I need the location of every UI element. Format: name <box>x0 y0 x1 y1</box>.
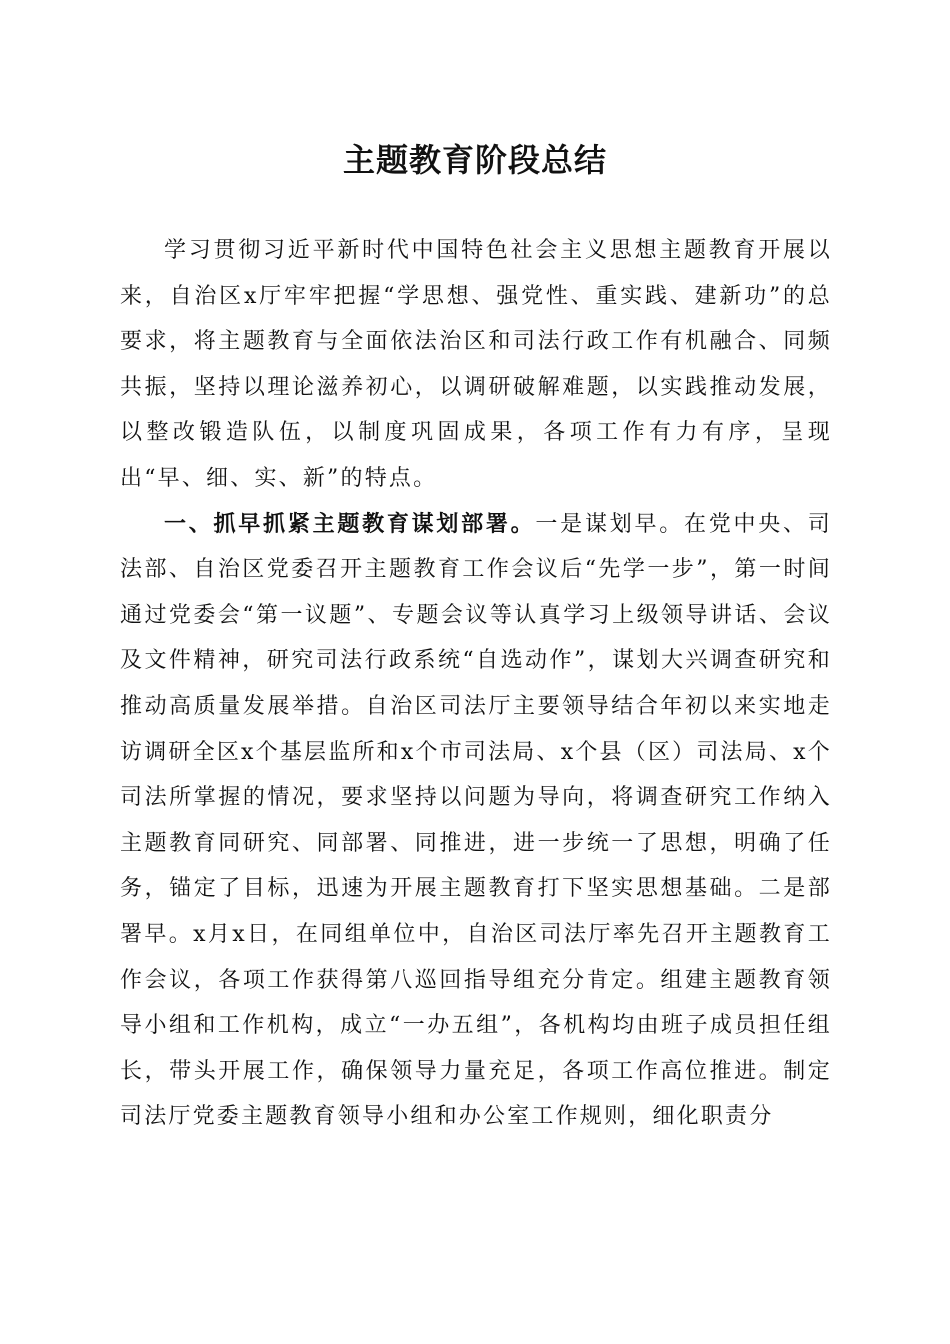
document-body <box>120 228 832 1140</box>
document-title: 主题教育阶段总结 <box>342 141 607 179</box>
paragraph-intro-text: 学习贯彻习近平新时代中国特色社会主义思想主题教育开展以来，自治区x厅牢牢把握“学思想、强党性、重实践、建新功”的总要求，将主题教育与全面依法治区和司法行政工作有机融合、同频共振，坚持以理论滋养初心，以调研破解难题，以实践推动发展，以整改锻造队伍，以制度巩固成果，各项工作有力有序，呈现出“早、细、实、新”的特点。 <box>120 238 832 491</box>
paragraph-intro <box>120 228 832 502</box>
section-1-text: 一是谋划早。在党中央、司法部、自治区党委召开主题教育工作会议后“先学一步”，第一时间通过党委会“第一议题”、专题会议等认真学习上级领导讲话、会议及文件精神，研究司法行政系统“自选动作”，谋划大兴调查研究和推动高质量发展举措。自治区司法厅主要领导结合年初以来实地走访调研全区x个基层监所和x个市司法局、x个县（区）司法局、x个司法所掌握的情况，要求坚持以问题为导向，将调查研究工作纳入主题教育同研究、同部署、同推进，进一步统一了思想，明确了任务，锚定了目标，迅速为开展主题教育打下坚实思想基础。二是部署早。x月x日，在同组单位中，自治区司法厅率先召开主题教育工作会议，各项工作获得第八巡回指导组充分肯定。组建主题教育领导小组和工作机构，成立“一办五组”，各机构均由班子成员担任组长，带头开展工作，确保领导力量充足，各项工作高位推进。制定司法厅党委主题教育领导小组和办公室工作规则，细化职责分 <box>120 511 832 1130</box>
paragraph-section-1 <box>120 502 832 1140</box>
section-1-heading: 一、抓早抓紧主题教育谋划部署。 <box>164 511 536 537</box>
